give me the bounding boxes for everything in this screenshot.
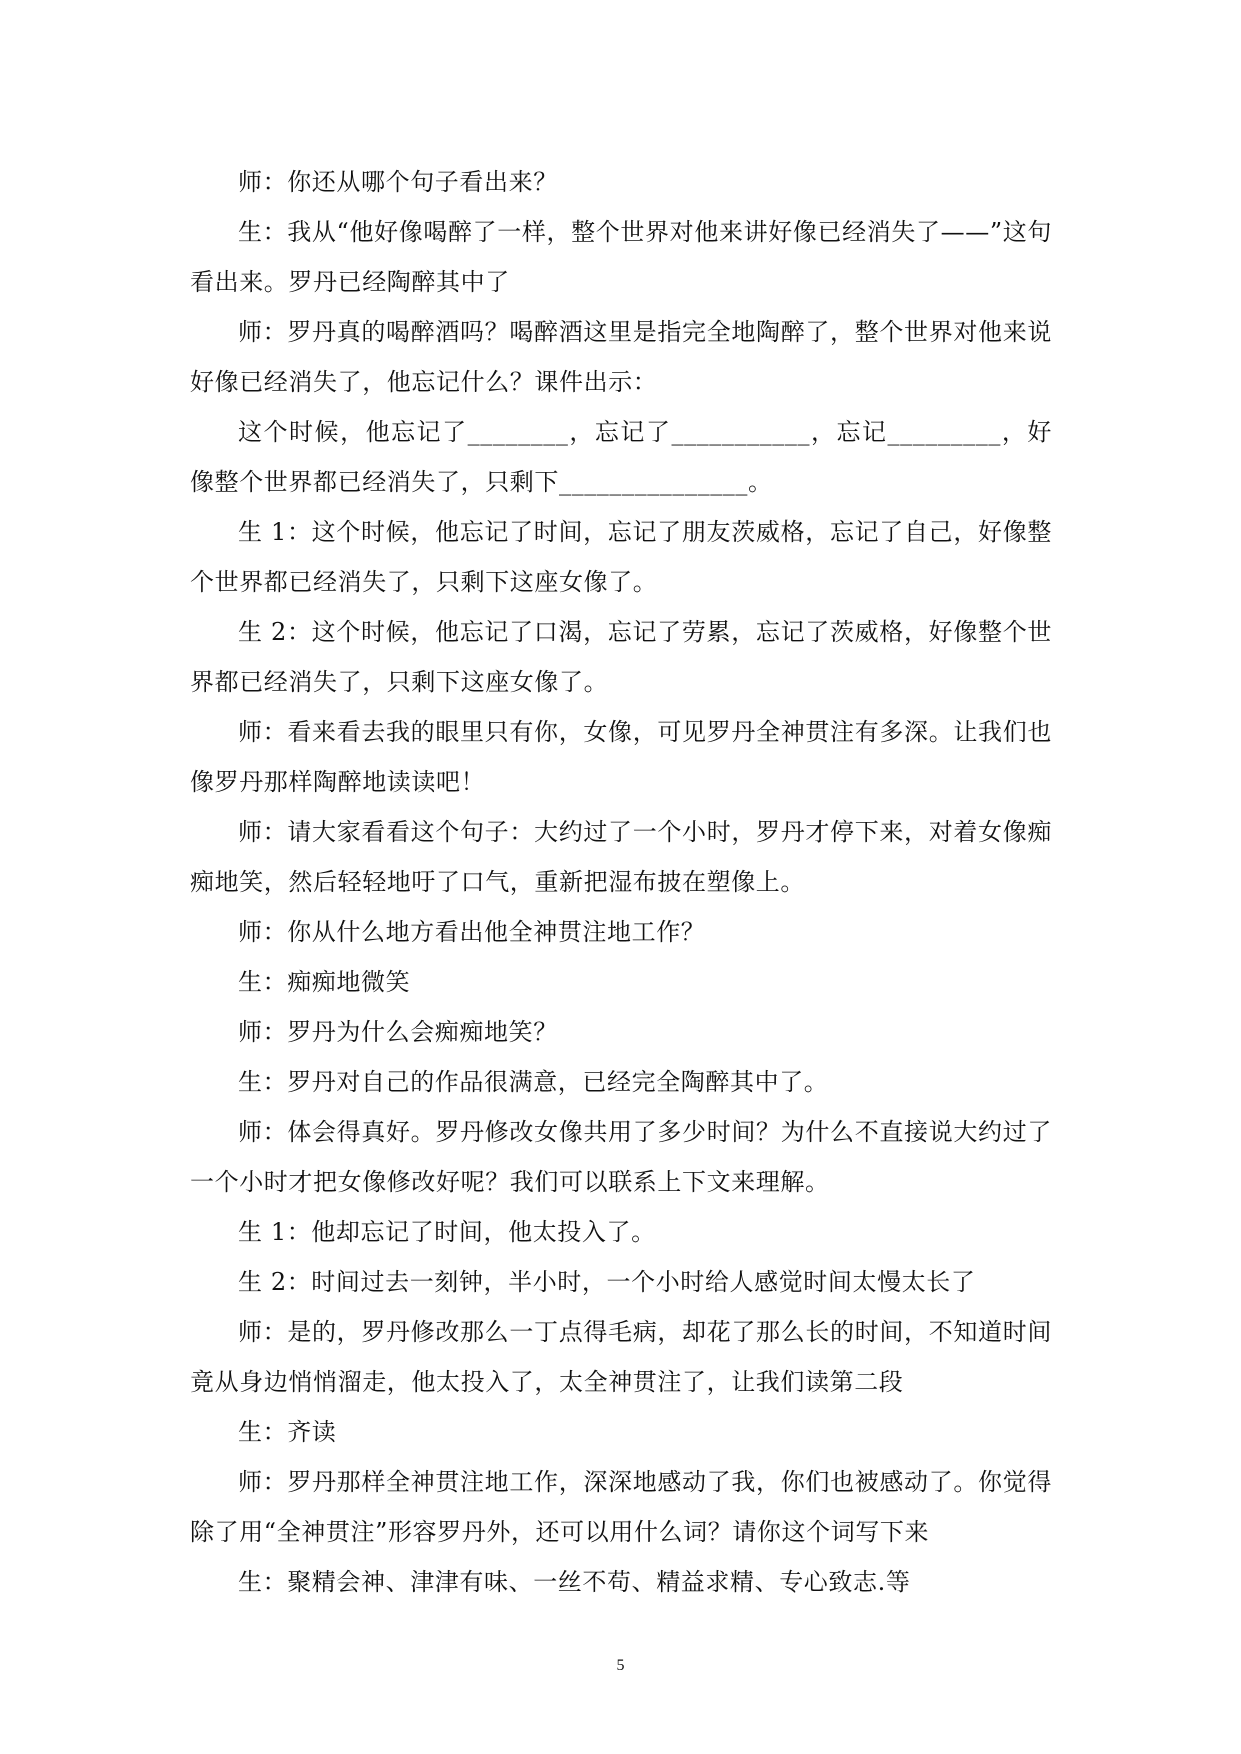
paragraph-7: 师：看来看去我的眼里只有你，女像，可见罗丹全神贯注有多深。让我们也像罗丹那样陶醉地读读吧！: [190, 718, 1052, 796]
paragraph-17: 生：齐读: [238, 1418, 337, 1446]
paragraph-1: 师：你还从哪个句子看出来？: [238, 168, 558, 196]
paragraph-3: 师：罗丹真的喝醉酒吗？喝醉酒这里是指完全地陶醉了，整个世界对他来说好像已经消失了，他忘记什么？课件出示：: [190, 318, 1052, 396]
paragraph-15: 生 2：时间过去一刻钟，半小时，一个小时给人感觉时间太慢太长了: [238, 1268, 976, 1296]
paragraph-4-fill-in-blanks: 这个时候，他忘记了________，忘记了___________，忘记_________，好像整个世界都已经消失了，只剩下_______________。: [190, 418, 1052, 496]
paragraph-19: 生：聚精会神、津津有味、一丝不苟、精益求精、专心致志.等: [238, 1568, 911, 1596]
paragraph-6: 生 2：这个时候，他忘记了口渴，忘记了劳累，忘记了茨威格，好像整个世界都已经消失了，只剩下这座女像了。: [190, 618, 1052, 696]
paragraph-9: 师：你从什么地方看出他全神贯注地工作？: [238, 918, 706, 946]
paragraph-2: 生：我从“他好像喝醉了一样，整个世界对他来讲好像已经消失了——”这句看出来。罗丹已经陶醉其中了: [190, 218, 1052, 296]
page-body: [190, 157, 1052, 1607]
paragraph-12: 生：罗丹对自己的作品很满意，已经完全陶醉其中了。: [238, 1068, 829, 1096]
page-number: 5: [616, 1657, 625, 1674]
paragraph-18: 师：罗丹那样全神贯注地工作，深深地感动了我，你们也被感动了。你觉得除了用“全神贯注”形容罗丹外，还可以用什么词？请你这个词写下来: [190, 1468, 1052, 1546]
paragraph-13: 师：体会得真好。罗丹修改女像共用了多少时间？为什么不直接说大约过了一个小时才把女像修改好呢？我们可以联系上下文来理解。: [190, 1118, 1052, 1196]
paragraph-5: 生 1：这个时候，他忘记了时间，忘记了朋友茨威格，忘记了自己，好像整个世界都已经消失了，只剩下这座女像了。: [190, 518, 1052, 596]
paragraph-10: 生：痴痴地微笑: [238, 968, 411, 996]
paragraph-11: 师：罗丹为什么会痴痴地笑？: [238, 1018, 558, 1046]
paragraph-14: 生 1：他却忘记了时间，他太投入了。: [238, 1218, 656, 1246]
paragraph-16: 师：是的，罗丹修改那么一丁点得毛病，却花了那么长的时间，不知道时间竟从身边悄悄溜走，他太投入了，太全神贯注了，让我们读第二段: [190, 1318, 1052, 1396]
paragraph-8: 师：请大家看看这个句子：大约过了一个小时，罗丹才停下来，对着女像痴痴地笑，然后轻轻地吁了口气，重新把湿布披在塑像上。: [190, 818, 1052, 896]
